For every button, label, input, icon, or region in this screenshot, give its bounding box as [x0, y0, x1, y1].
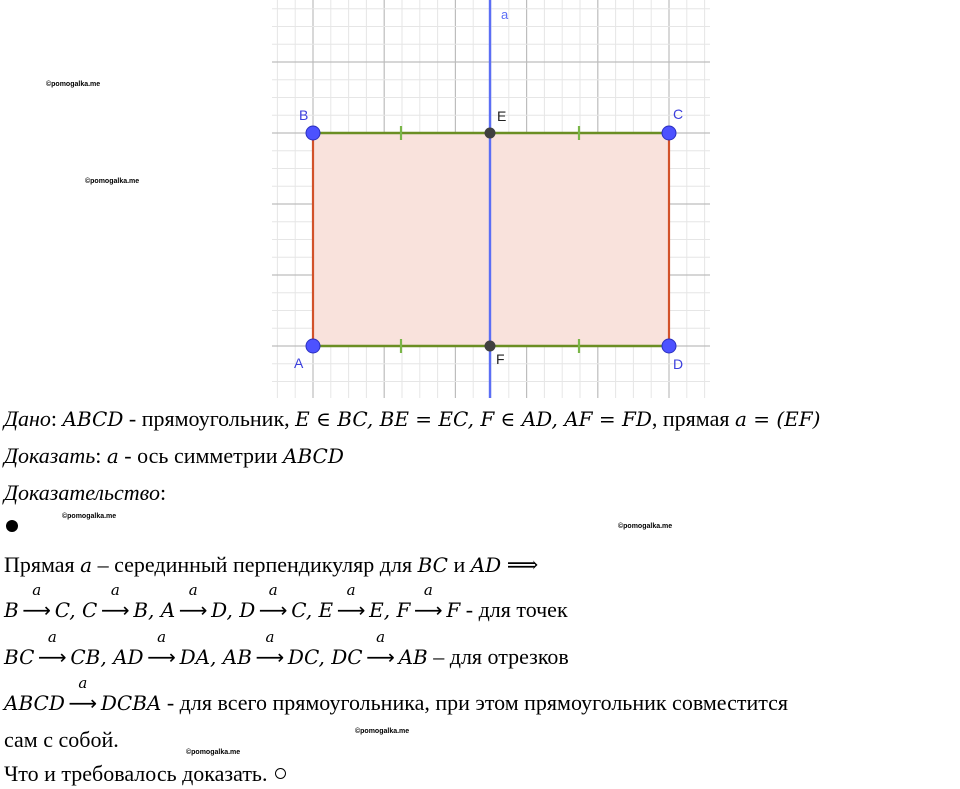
proof-line-continuation	[4, 727, 119, 753]
l4-ad: AD	[470, 553, 502, 577]
proof-heading	[4, 480, 166, 506]
given-text-2: , прямая	[651, 406, 735, 431]
segment-item: CB, AD	[70, 645, 144, 669]
point-item: D, D	[211, 598, 256, 622]
point-item: B	[4, 598, 19, 622]
geometry-figure	[272, 0, 710, 398]
l4-text-1: Прямая	[4, 552, 81, 577]
arrow-label: a	[423, 581, 433, 599]
l4-text-2: – серединный перпендикуляр для	[92, 552, 418, 577]
arrow-glyph: ⟶	[255, 645, 285, 669]
watermark: ©pomogalka.me	[46, 81, 101, 88]
arrow-label: a	[32, 581, 42, 599]
watermark: ©pomogalka.me	[62, 513, 117, 520]
arrow-label: a	[110, 581, 120, 599]
map-arrow-icon	[97, 581, 133, 623]
prove-line	[4, 443, 344, 469]
watermark: ©pomogalka.me	[618, 523, 673, 530]
segment-item: BC	[4, 645, 35, 669]
l4-bc: BC	[417, 553, 448, 577]
arrow-glyph: ⟶	[414, 598, 443, 622]
arrow-glyph: ⟶	[100, 598, 130, 622]
bullet-icon	[6, 520, 18, 532]
label-f: F	[496, 351, 505, 367]
segments-caption: – для отрезков	[427, 644, 569, 669]
segment-item: DC, DC	[287, 645, 363, 669]
label-e: E	[497, 108, 507, 124]
map-arrow-icon	[19, 581, 55, 623]
arrow-glyph: ⟶	[178, 598, 208, 622]
l4-text-3: и	[447, 552, 471, 577]
point-item: C, E	[291, 598, 334, 622]
arrow-label: a	[268, 581, 278, 599]
label-b: B	[299, 107, 309, 123]
given-text-1: - прямоугольник,	[123, 406, 296, 431]
midpoint-e	[485, 128, 496, 139]
proof-line-1	[4, 552, 538, 578]
map-arrow-icon	[255, 581, 291, 623]
prove-label: Доказать	[4, 443, 96, 468]
segment-item: DA, AB	[179, 645, 252, 669]
given-conditions: E ∈ BC, BE = EC, F ∈ AD, AF = FD	[295, 407, 652, 431]
midpoint-f	[485, 341, 496, 352]
segment-item: AB	[398, 645, 428, 669]
arrow-label: a	[78, 674, 88, 692]
watermark: ©pomogalka.me	[186, 749, 241, 756]
arrow-glyph: ⟶	[336, 598, 366, 622]
vertex-c	[662, 126, 676, 140]
figure-item: DCBA	[100, 691, 162, 715]
point-item: E, F	[369, 598, 411, 622]
map-arrow-icon	[333, 581, 369, 623]
arrow-label: a	[376, 628, 386, 646]
map-arrow-icon	[252, 628, 288, 670]
given-line-def: a = (EF)	[734, 407, 821, 431]
axis-label-a: a	[501, 7, 509, 22]
arrow-glyph: ⟶	[147, 645, 176, 669]
point-item: C, C	[54, 598, 98, 622]
label-a: A	[294, 355, 304, 371]
points-caption: - для точек	[460, 597, 568, 622]
vertex-a	[306, 339, 320, 353]
l4-axis: a	[80, 553, 93, 577]
continuation-text: сам с собой.	[4, 727, 119, 752]
arrow-label: a	[188, 581, 198, 599]
point-item: F	[446, 598, 461, 622]
prove-text: - ось симметрии	[118, 443, 284, 468]
proof-line-figure	[4, 674, 788, 716]
arrow-label: a	[346, 581, 356, 599]
label-c: C	[673, 106, 684, 122]
vertex-d	[662, 339, 676, 353]
conclusion-text: Что и требовалось доказать.	[4, 761, 268, 786]
given-colon: :	[50, 406, 58, 431]
label-d: D	[673, 356, 684, 372]
prove-figure: ABCD	[283, 444, 344, 468]
map-arrow-icon	[410, 581, 446, 623]
watermark: ©pomogalka.me	[85, 178, 140, 185]
map-arrow-icon	[175, 581, 211, 623]
arrow-label: a	[265, 628, 275, 646]
vertex-b	[306, 126, 320, 140]
given-label: Дано	[4, 406, 51, 431]
proof-colon: :	[159, 480, 167, 505]
figure-item: ABCD	[4, 691, 65, 715]
map-arrow-icon	[34, 628, 70, 670]
given-figure: ABCD	[62, 407, 124, 431]
watermark: ©pomogalka.me	[355, 728, 410, 735]
implies-icon: ⟹	[501, 552, 539, 577]
arrow-glyph: ⟶	[38, 645, 67, 669]
given-line	[4, 406, 820, 432]
point-item: B, A	[133, 598, 176, 622]
map-arrow-icon	[363, 628, 399, 670]
prove-axis: a	[106, 444, 119, 468]
proof-line-points	[4, 581, 568, 623]
arrow-label: a	[157, 628, 167, 646]
arrow-glyph: ⟶	[22, 598, 52, 622]
qed-circle-icon	[275, 768, 286, 779]
proof-label: Доказательство	[4, 480, 160, 505]
conclusion-line	[4, 761, 286, 787]
arrow-label: a	[47, 628, 57, 646]
map-arrow-icon	[65, 674, 101, 716]
arrow-glyph: ⟶	[258, 598, 288, 622]
figure-caption: - для всего прямоугольника, при этом прямоугольник совместится	[161, 690, 788, 715]
proof-line-segments	[4, 628, 569, 670]
map-arrow-icon	[144, 628, 180, 670]
arrow-glyph: ⟶	[68, 691, 98, 715]
prove-colon: :	[95, 443, 107, 468]
arrow-glyph: ⟶	[366, 645, 395, 669]
